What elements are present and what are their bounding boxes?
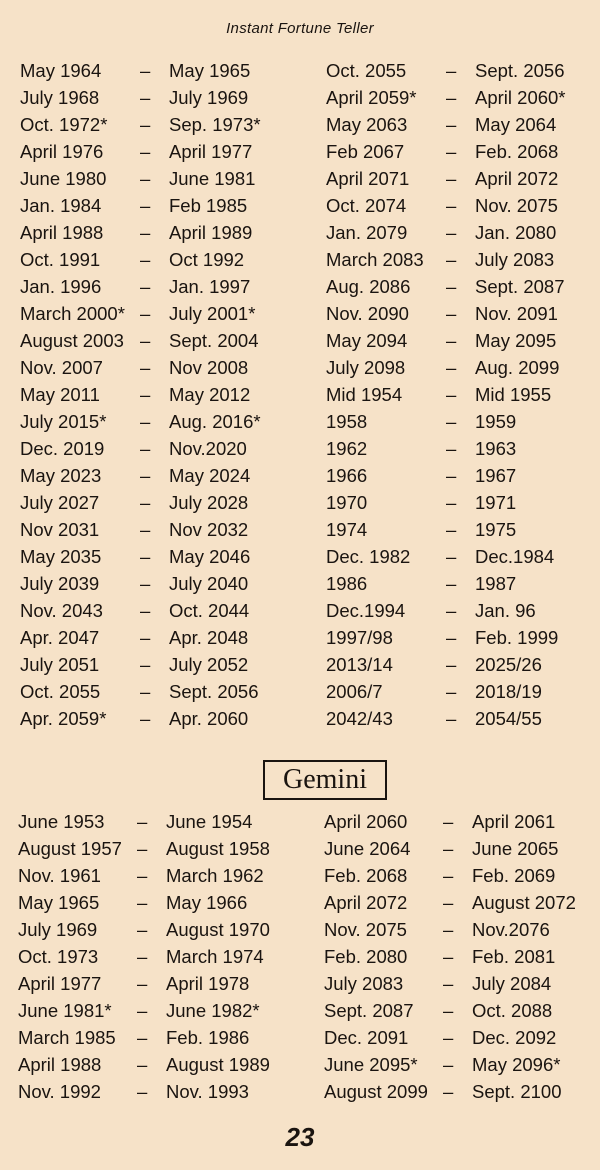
start-date: 1966 xyxy=(326,465,368,486)
dash: – xyxy=(140,600,151,621)
end-date: Nov 2008 xyxy=(169,357,249,378)
table-row xyxy=(0,57,600,84)
start-date: Oct. 2055 xyxy=(20,681,101,702)
table-row xyxy=(0,219,600,246)
dash: – xyxy=(140,330,151,351)
end-date: April 2072 xyxy=(475,168,559,189)
start-date: March 2083 xyxy=(326,249,424,270)
end-date: Jan. 1997 xyxy=(169,276,251,297)
start-date: 2042/43 xyxy=(326,708,393,729)
end-date: 1959 xyxy=(475,411,517,432)
end-date: August 1989 xyxy=(166,1054,270,1075)
start-date: May 2023 xyxy=(20,465,102,486)
start-date: 1962 xyxy=(326,438,368,459)
dash: – xyxy=(446,195,457,216)
end-date: June 1981 xyxy=(169,168,256,189)
end-date: July 2052 xyxy=(169,654,249,675)
end-date: March 1962 xyxy=(166,865,264,886)
dash: – xyxy=(443,946,454,967)
dash: – xyxy=(446,114,457,135)
start-date: April 1977 xyxy=(18,973,102,994)
upper-date-table xyxy=(0,57,600,732)
dash: – xyxy=(137,892,148,913)
start-date: Nov 2031 xyxy=(20,519,100,540)
end-date: 1963 xyxy=(475,438,517,459)
end-date: July 2001* xyxy=(169,303,256,324)
start-date: June 2095* xyxy=(324,1054,418,1075)
dash: – xyxy=(140,681,151,702)
start-date: Nov. 2007 xyxy=(20,357,103,378)
table-row xyxy=(0,165,600,192)
start-date: April 2060 xyxy=(324,811,408,832)
start-date: 2006/7 xyxy=(326,681,383,702)
end-date: April 2060* xyxy=(475,87,566,108)
table-row xyxy=(0,1078,600,1105)
table-row xyxy=(0,327,600,354)
dash: – xyxy=(140,114,151,135)
start-date: May 2094 xyxy=(326,330,408,351)
end-date: May 2064 xyxy=(475,114,557,135)
dash: – xyxy=(446,168,457,189)
end-date: Feb. 2081 xyxy=(472,946,556,967)
table-row xyxy=(0,300,600,327)
end-date: July 2028 xyxy=(169,492,249,513)
start-date: Aug. 2086 xyxy=(326,276,411,297)
section-title-gemini: Gemini xyxy=(263,760,387,800)
dash: – xyxy=(446,492,457,513)
dash: – xyxy=(446,222,457,243)
dash: – xyxy=(446,384,457,405)
end-date: Jan. 2080 xyxy=(475,222,557,243)
end-date: May 1966 xyxy=(166,892,248,913)
table-row xyxy=(0,381,600,408)
dash: – xyxy=(443,811,454,832)
end-date: July 2040 xyxy=(169,573,249,594)
dash: – xyxy=(140,141,151,162)
start-date: 1997/98 xyxy=(326,627,393,648)
table-row xyxy=(0,462,600,489)
start-date: Oct. 1991 xyxy=(20,249,101,270)
start-date: May 1965 xyxy=(18,892,100,913)
table-row xyxy=(0,943,600,970)
start-date: July 1969 xyxy=(18,919,98,940)
start-date: May 1964 xyxy=(20,60,102,81)
end-date: August 1958 xyxy=(166,838,270,859)
end-date: Jan. 96 xyxy=(475,600,536,621)
table-row xyxy=(0,705,600,732)
dash: – xyxy=(446,627,457,648)
dash: – xyxy=(140,249,151,270)
table-row xyxy=(0,138,600,165)
end-date: July 2084 xyxy=(472,973,552,994)
dash: – xyxy=(443,1027,454,1048)
dash: – xyxy=(140,627,151,648)
page-number: 23 xyxy=(285,1122,315,1152)
start-date: Sept. 2087 xyxy=(324,1000,414,1021)
end-date: Nov 2032 xyxy=(169,519,249,540)
table-row xyxy=(0,597,600,624)
table-row xyxy=(0,862,600,889)
end-date: Dec.1984 xyxy=(475,546,555,567)
table-row xyxy=(0,489,600,516)
dash: – xyxy=(443,1054,454,1075)
start-date: 1958 xyxy=(326,411,368,432)
dash: – xyxy=(137,919,148,940)
end-date: Nov. 2075 xyxy=(475,195,558,216)
end-date: June 1982* xyxy=(166,1000,260,1021)
dash: – xyxy=(140,438,151,459)
start-date: Oct. 1973 xyxy=(18,946,99,967)
start-date: June 1981* xyxy=(18,1000,112,1021)
table-row xyxy=(0,835,600,862)
start-date: Nov. 1961 xyxy=(18,865,101,886)
table-row xyxy=(0,84,600,111)
dash: – xyxy=(446,357,457,378)
table-row xyxy=(0,997,600,1024)
start-date: April 2071 xyxy=(326,168,410,189)
dash: – xyxy=(443,919,454,940)
end-date: August 2072 xyxy=(472,892,576,913)
dash: – xyxy=(137,1054,148,1075)
end-date: 2025/26 xyxy=(475,654,542,675)
start-date: Mid 1954 xyxy=(326,384,403,405)
table-row xyxy=(0,808,600,835)
dash: – xyxy=(446,546,457,567)
start-date: July 1968 xyxy=(20,87,100,108)
table-row xyxy=(0,192,600,219)
end-date: June 1954 xyxy=(166,811,253,832)
end-date: Oct. 2044 xyxy=(169,600,250,621)
end-date: 2054/55 xyxy=(475,708,542,729)
end-date: Sept. 2056 xyxy=(169,681,259,702)
end-date: 2018/19 xyxy=(475,681,542,702)
end-date: Oct. 2088 xyxy=(472,1000,553,1021)
end-date: Sept. 2100 xyxy=(472,1081,562,1102)
table-row xyxy=(0,624,600,651)
start-date: March 2000* xyxy=(20,303,125,324)
end-date: 1975 xyxy=(475,519,517,540)
table-row xyxy=(0,1051,600,1078)
table-row xyxy=(0,354,600,381)
end-date: April 1989 xyxy=(169,222,253,243)
table-row xyxy=(0,570,600,597)
start-date: Oct. 2074 xyxy=(326,195,407,216)
start-date: Dec.1994 xyxy=(326,600,406,621)
dash: – xyxy=(140,708,151,729)
table-row xyxy=(0,408,600,435)
dash: – xyxy=(446,411,457,432)
start-date: July 2015* xyxy=(20,411,107,432)
end-date: Feb. 2068 xyxy=(475,141,559,162)
dash: – xyxy=(137,1000,148,1021)
end-date: Nov. 2091 xyxy=(475,303,558,324)
end-date: Apr. 2048 xyxy=(169,627,249,648)
start-date: April 1988 xyxy=(18,1054,102,1075)
end-date: Feb. 1999 xyxy=(475,627,559,648)
dash: – xyxy=(140,654,151,675)
dash: – xyxy=(140,276,151,297)
start-date: July 2051 xyxy=(20,654,100,675)
start-date: 2013/14 xyxy=(326,654,393,675)
table-row xyxy=(0,1024,600,1051)
start-date: 1970 xyxy=(326,492,368,513)
start-date: August 2099 xyxy=(324,1081,428,1102)
start-date: Nov. 2043 xyxy=(20,600,103,621)
start-date: July 2027 xyxy=(20,492,100,513)
dash: – xyxy=(446,249,457,270)
end-date: August 1970 xyxy=(166,919,270,940)
dash: – xyxy=(443,1081,454,1102)
start-date: May 2011 xyxy=(20,384,100,405)
dash: – xyxy=(140,60,151,81)
table-row xyxy=(0,970,600,997)
start-date: July 2039 xyxy=(20,573,100,594)
dash: – xyxy=(446,573,457,594)
table-row xyxy=(0,678,600,705)
start-date: Jan. 2079 xyxy=(326,222,408,243)
start-date: May 2063 xyxy=(326,114,408,135)
table-row xyxy=(0,435,600,462)
start-date: March 1985 xyxy=(18,1027,116,1048)
dash: – xyxy=(446,141,457,162)
start-date: 1986 xyxy=(326,573,368,594)
end-date: Sept. 2056 xyxy=(475,60,565,81)
table-row xyxy=(0,516,600,543)
start-date: Oct. 2055 xyxy=(326,60,407,81)
end-date: July 2083 xyxy=(475,249,555,270)
table-row xyxy=(0,543,600,570)
table-row xyxy=(0,651,600,678)
end-date: May 2095 xyxy=(475,330,557,351)
gemini-date-table xyxy=(0,808,600,1105)
start-date: Jan. 1996 xyxy=(20,276,102,297)
start-date: April 2059* xyxy=(326,87,417,108)
dash: – xyxy=(140,87,151,108)
dash: – xyxy=(137,1081,148,1102)
end-date: March 1974 xyxy=(166,946,264,967)
dash: – xyxy=(446,519,457,540)
dash: – xyxy=(140,465,151,486)
start-date: Feb 2067 xyxy=(326,141,405,162)
start-date: August 2003 xyxy=(20,330,124,351)
dash: – xyxy=(140,492,151,513)
start-date: Dec. 2091 xyxy=(324,1027,409,1048)
dash: – xyxy=(446,330,457,351)
end-date: Sept. 2004 xyxy=(169,330,259,351)
start-date: Nov. 2090 xyxy=(326,303,409,324)
start-date: Dec. 1982 xyxy=(326,546,411,567)
end-date: 1967 xyxy=(475,465,517,486)
start-date: May 2035 xyxy=(20,546,102,567)
dash: – xyxy=(137,973,148,994)
end-date: Feb 1985 xyxy=(169,195,248,216)
table-row xyxy=(0,916,600,943)
end-date: Oct 1992 xyxy=(169,249,245,270)
dash: – xyxy=(137,946,148,967)
end-date: April 1978 xyxy=(166,973,250,994)
dash: – xyxy=(446,60,457,81)
end-date: Aug. 2099 xyxy=(475,357,560,378)
dash: – xyxy=(446,654,457,675)
end-date: May 1965 xyxy=(169,60,251,81)
start-date: 1974 xyxy=(326,519,368,540)
start-date: June 2064 xyxy=(324,838,411,859)
start-date: April 1988 xyxy=(20,222,104,243)
end-date: April 2061 xyxy=(472,811,556,832)
start-date: Oct. 1972* xyxy=(20,114,108,135)
dash: – xyxy=(140,303,151,324)
start-date: Nov. 1992 xyxy=(18,1081,101,1102)
dash: – xyxy=(446,87,457,108)
dash: – xyxy=(140,519,151,540)
start-date: Jan. 1984 xyxy=(20,195,102,216)
dash: – xyxy=(446,303,457,324)
end-date: 1987 xyxy=(475,573,517,594)
end-date: Sep. 1973* xyxy=(169,114,261,135)
dash: – xyxy=(443,838,454,859)
end-date: May 2046 xyxy=(169,546,251,567)
dash: – xyxy=(137,838,148,859)
dash: – xyxy=(140,357,151,378)
dash: – xyxy=(443,973,454,994)
end-date: Mid 1955 xyxy=(475,384,552,405)
end-date: Feb. 1986 xyxy=(166,1027,250,1048)
dash: – xyxy=(137,811,148,832)
dash: – xyxy=(443,865,454,886)
start-date: June 1953 xyxy=(18,811,105,832)
end-date: June 2065 xyxy=(472,838,559,859)
end-date: Aug. 2016* xyxy=(169,411,261,432)
dash: – xyxy=(140,168,151,189)
dash: – xyxy=(140,384,151,405)
start-date: June 1980 xyxy=(20,168,107,189)
dash: – xyxy=(443,892,454,913)
end-date: May 2012 xyxy=(169,384,251,405)
dash: – xyxy=(140,195,151,216)
start-date: Apr. 2059* xyxy=(20,708,107,729)
start-date: Apr. 2047 xyxy=(20,627,100,648)
end-date: Apr. 2060 xyxy=(169,708,249,729)
dash: – xyxy=(140,411,151,432)
table-row xyxy=(0,111,600,138)
table-row xyxy=(0,889,600,916)
start-date: April 1976 xyxy=(20,141,104,162)
end-date: July 1969 xyxy=(169,87,249,108)
end-date: Nov.2076 xyxy=(472,919,550,940)
dash: – xyxy=(446,600,457,621)
table-row xyxy=(0,246,600,273)
start-date: July 2098 xyxy=(326,357,406,378)
dash: – xyxy=(446,438,457,459)
dash: – xyxy=(446,681,457,702)
dash: – xyxy=(446,708,457,729)
end-date: Feb. 2069 xyxy=(472,865,556,886)
dash: – xyxy=(137,865,148,886)
end-date: Dec. 2092 xyxy=(472,1027,557,1048)
end-date: 1971 xyxy=(475,492,517,513)
end-date: Sept. 2087 xyxy=(475,276,565,297)
running-header: Instant Fortune Teller xyxy=(226,20,374,37)
dash: – xyxy=(446,465,457,486)
table-row xyxy=(0,273,600,300)
start-date: Dec. 2019 xyxy=(20,438,105,459)
start-date: Feb. 2080 xyxy=(324,946,408,967)
dash: – xyxy=(140,222,151,243)
end-date: Nov.2020 xyxy=(169,438,247,459)
start-date: July 2083 xyxy=(324,973,404,994)
dash: – xyxy=(140,546,151,567)
end-date: April 1977 xyxy=(169,141,253,162)
start-date: Nov. 2075 xyxy=(324,919,407,940)
dash: – xyxy=(137,1027,148,1048)
end-date: May 2096* xyxy=(472,1054,561,1075)
start-date: April 2072 xyxy=(324,892,408,913)
dash: – xyxy=(140,573,151,594)
start-date: Feb. 2068 xyxy=(324,865,408,886)
dash: – xyxy=(443,1000,454,1021)
dash: – xyxy=(446,276,457,297)
start-date: August 1957 xyxy=(18,838,122,859)
end-date: Nov. 1993 xyxy=(166,1081,249,1102)
end-date: May 2024 xyxy=(169,465,251,486)
